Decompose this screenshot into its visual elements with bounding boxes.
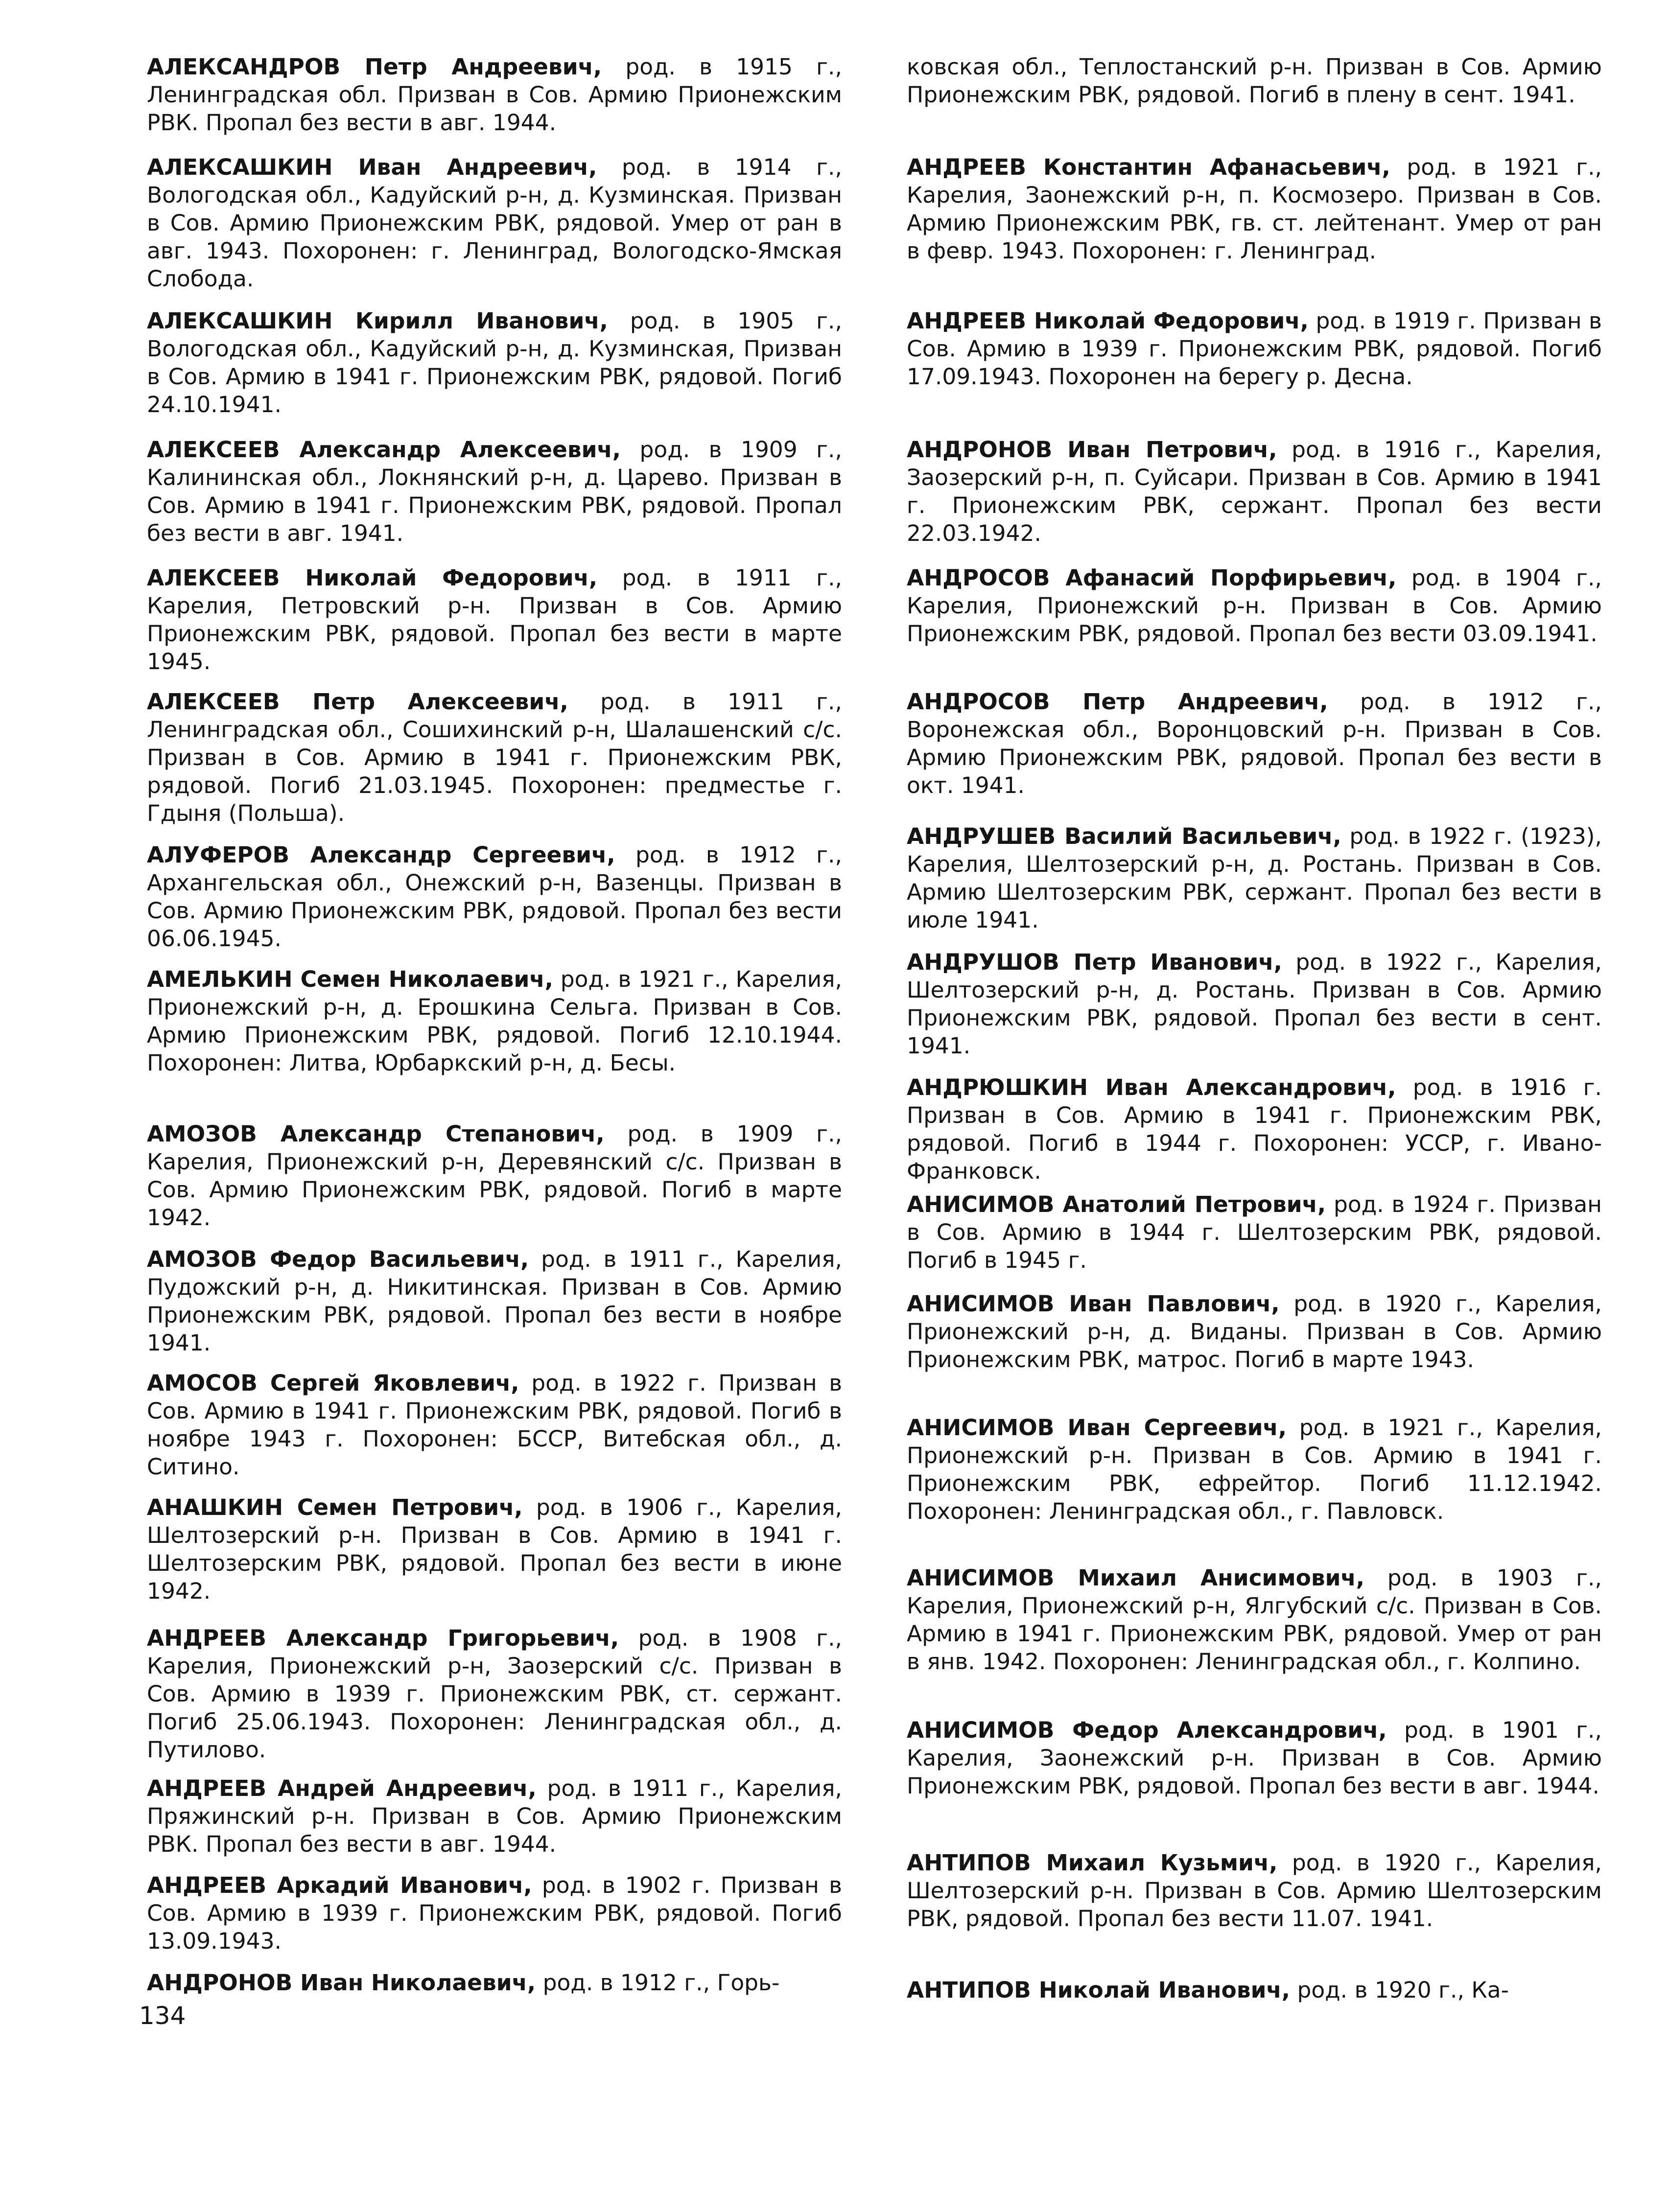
list-item xyxy=(147,436,842,547)
entry-text: род. в 1916 г., Карелия, Заозерский р-н, п. Суйсари. Призван в Сов. Армию в 1941 г. Прионежским РВК, сержант. Пропал без вести 22.03.1942. xyxy=(907,437,1602,546)
entry-name: АНДРУШОВ Петр Иванович, xyxy=(907,949,1282,975)
entry-name: АМОЗОВ Александр Степанович, xyxy=(147,1121,605,1147)
entry-name: АНИСИМОВ Федор Александрович, xyxy=(907,1717,1387,1743)
entry-name: АМОЗОВ Федор Васильевич, xyxy=(147,1246,529,1272)
list-item xyxy=(147,688,842,827)
entry-text: род. в 1912 г., Воронежская обл., Воронцовский р-н. Призван в Сов. Армию Прионежским РВК, рядовой. Пропал без вести в окт. 1941. xyxy=(907,689,1602,798)
entry-text: род. в 1924 г. Призван в Сов. Армию в 1944 г. Шелтозерским РВК, рядовой. Погиб в 1945 г. xyxy=(907,1191,1602,1273)
entry-name: АНИСИМОВ Анатолий Петрович, xyxy=(907,1191,1326,1217)
entry-name: АМЕЛЬКИН Семен Николаевич, xyxy=(147,966,553,992)
list-item xyxy=(147,153,842,293)
entry-text: род. в 1916 г. Призван в Сов. Армию в 1941 г. Прионежским РВК, рядовой. Погиб в 1944 г. Похоронен: УССР, г. Ивано-Франковск. xyxy=(907,1074,1602,1184)
list-item xyxy=(907,1073,1602,1185)
entry-name: АНДРЕЕВ Андрей Андреевич, xyxy=(147,1775,537,1801)
list-item xyxy=(147,841,842,953)
entry-name: АНИСИМОВ Иван Павлович, xyxy=(907,1291,1280,1317)
entry-name: АНИСИМОВ Иван Сергеевич, xyxy=(907,1415,1287,1441)
list-item xyxy=(147,564,842,675)
entry-name: АЛЕКСАШКИН Кирилл Иванович, xyxy=(147,308,608,334)
list-item xyxy=(147,1120,842,1232)
entry-text: род. в 1903 г., Карелия, Прионежский р-н, Ялгубский с/с. Призван в Сов. Армию в 1941 г. Прионежским РВК, рядовой. Умер от ран в янв. 1942. Похоронен: Ленинградская обл., г. Колпино. xyxy=(907,1565,1602,1675)
entry-text: род. в 1914 г., Вологодская обл., Кадуйский р-н, д. Кузминская. Призван в Сов. Армию Прионежским РВК, рядовой. Умер от ран в авг. 1943. Похоронен: г. Ленинград, Вологодско-Ямская Слобода. xyxy=(147,154,842,292)
list-item xyxy=(147,1245,842,1357)
entry-text: род. в 1920 г., Карелия, Шелтозерский р-н. Призван в Сов. Армию Шелтозерским РВК, рядовой. Пропал без вести 11.07. 1941. xyxy=(907,1850,1602,1932)
entry-name: АНДРУШЕВ Василий Васильевич, xyxy=(907,823,1341,849)
entry-text: род. в 1922 г. (1923), Карелия, Шелтозерский р-н, д. Ростань. Призван в Сов. Армию Шелтозерским РВК, сержант. Пропал без вести в июле 1941. xyxy=(907,823,1602,933)
list-item xyxy=(147,53,842,137)
list-item xyxy=(907,948,1602,1060)
entry-text: род. в 1912 г., Горь- xyxy=(542,1970,780,1996)
entry-name: АНДРЕЕВ Александр Григорьевич, xyxy=(147,1625,619,1651)
list-item xyxy=(147,307,842,419)
list-item xyxy=(147,1969,842,1997)
entry-text: род. в 1911 г., Карелия, Пряжинский р-н. Призван в Сов. Армию Прионежским РВК. Пропал без вести в авг. 1944. xyxy=(147,1775,842,1857)
entry-name: АНДРЕЕВ Николай Федорович, xyxy=(907,308,1309,334)
entry-text: род. в 1921 г., Карелия, Прионежский р-н, д. Ерошкина Сельга. Призван в Сов. Армию Прионежским РВК, рядовой. Погиб 12.10.1944. Похоронен: Литва, Юрбаркский р-н, д. Бесы. xyxy=(147,966,843,1076)
entry-name: АЛЕКСАНДРОВ Петр Андреевич, xyxy=(147,54,602,80)
entry-name: АНАШКИН Семен Петрович, xyxy=(147,1494,523,1520)
entry-name: АЛУФЕРОВ Александр Сергеевич, xyxy=(147,842,615,868)
entry-text: род. в 1911 г., Карелия, Пудожский р-н, д. Никитинская. Призван в Сов. Армию Прионежским РВК, рядовой. Пропал без вести в ноябре 1941. xyxy=(147,1246,843,1356)
entry-name: АНИСИМОВ Михаил Анисимович, xyxy=(907,1565,1365,1591)
entry-name: АНДРЕЕВ Аркадий Иванович, xyxy=(147,1872,532,1898)
entry-text: род. в 1919 г. Призван в Сов. Армию в 1939 г. Прионежским РВК, рядовой. Погиб 17.09.1943. Похоронен на берегу р. Десна. xyxy=(907,308,1602,390)
list-item xyxy=(907,436,1602,547)
entry-name: АЛЕКСЕЕВ Александр Алексеевич, xyxy=(147,437,621,463)
entry-text: род. в 1922 г., Карелия, Шелтозерский р-н, д. Ростань. Призван в Сов. Армию Прионежским РВК, рядовой. Пропал без вести в сент. 1941. xyxy=(907,949,1602,1059)
list-item xyxy=(907,53,1602,109)
list-item xyxy=(907,1414,1602,1525)
list-item xyxy=(907,1290,1602,1374)
entry-name: АНДРОСОВ Афанасий Порфирьевич, xyxy=(907,565,1397,591)
list-item xyxy=(907,564,1602,648)
entry-text: род. в 1922 г. Призван в Сов. Армию в 1941 г. Прионежским РВК, рядовой. Погиб в ноябре 1943 г. Похоронен: БССР, Витебская обл., д. Ситино. xyxy=(147,1370,843,1480)
list-item xyxy=(907,153,1602,265)
entry-text: род. в 1915 г., Ленинградская обл. Призван в Сов. Армию Прионежским РВК. Пропал без вести в авг. 1944. xyxy=(147,54,842,136)
entry-text: род. в 1912 г., Архангельская обл., Онежский р-н, Вазенцы. Призван в Сов. Армию Прионежским РВК, рядовой. Пропал без вести 06.06.1945. xyxy=(147,842,842,952)
entry-name: АНДРОНОВ Иван Петрович, xyxy=(907,437,1277,463)
list-item xyxy=(147,1774,842,1858)
entry-text: род. в 1906 г., Карелия, Шелтозерский р-н. Призван в Сов. Армию в 1941 г. Шелтозерским РВК, рядовой. Пропал без вести в июне 1942. xyxy=(147,1494,843,1604)
list-item xyxy=(907,307,1602,391)
entry-name: АНТИПОВ Николай Иванович, xyxy=(907,1977,1291,2003)
entry-name: АНДРЕЕВ Константин Афанасьевич, xyxy=(907,154,1390,180)
list-item xyxy=(907,1564,1602,1676)
entry-text: род. в 1901 г., Карелия, Заонежский р-н. Призван в Сов. Армию Прионежским РВК, рядовой. Пропал без вести в авг. 1944. xyxy=(907,1717,1602,1799)
entry-name: АЛЕКСЕЕВ Николай Федорович, xyxy=(147,565,598,591)
entry-text: род. в 1909 г., Калининская обл., Локнянский р-н, д. Царево. Призван в Сов. Армию в 1941 г. Прионежским РВК, рядовой. Пропал без вести в авг. 1941. xyxy=(147,437,842,546)
entry-text: род. в 1904 г., Карелия, Прионежский р-н. Призван в Сов. Армию Прионежским РВК, рядовой. Пропал без вести 03.09.1941. xyxy=(907,565,1602,647)
entry-name: АНДРОНОВ Иван Николаевич, xyxy=(147,1970,536,1996)
entry-text: род. в 1920 г., Карелия, Прионежский р-н, д. Виданы. Призван в Сов. Армию Прионежским РВК, матрос. Погиб в марте 1943. xyxy=(907,1291,1602,1373)
page-number: 134 xyxy=(139,2002,186,2030)
list-item xyxy=(147,1871,842,1955)
entry-text: род. в 1920 г., Ка- xyxy=(1297,1977,1509,2003)
list-item xyxy=(147,1493,842,1605)
list-item xyxy=(907,1849,1602,1933)
entry-text: род. в 1911 г., Ленинградская обл., Сошихинский р-н, Шалашенский с/с. Призван в Сов. Армию в 1941 г. Прионежским РВК, рядовой. Погиб 21.03.1945. Похоронен: предместье г. Гдыня (Польша). xyxy=(147,689,842,826)
list-item xyxy=(907,1716,1602,1800)
list-item xyxy=(907,1190,1602,1274)
entry-name: АЛЕКСАШКИН Иван Андреевич, xyxy=(147,154,597,180)
entry-text: род. в 1902 г. Призван в Сов. Армию в 1939 г. Прионежским РВК, рядовой. Погиб 13.09.1943. xyxy=(147,1872,842,1954)
list-item xyxy=(907,688,1602,799)
entry-name: АНТИПОВ Михаил Кузьмич, xyxy=(907,1850,1278,1876)
entry-name: АМОСОВ Сергей Яковлевич, xyxy=(147,1370,519,1396)
entry-text: род. в 1908 г., Карелия, Прионежский р-н, Заозерский с/с. Призван в Сов. Армию в 1939 г. Прионежским РВК, ст. сержант. Погиб 25.06.1943. Похоронен: Ленинградская обл., д. Путилово. xyxy=(147,1625,843,1763)
list-item xyxy=(147,1369,842,1481)
list-item xyxy=(907,1976,1602,2004)
entry-text: ковская обл., Теплостанский р-н. Призван в Сов. Армию Прионежским РВК, рядовой. Погиб в плену в сент. 1941. xyxy=(907,54,1602,108)
entry-text: род. в 1921 г., Карелия, Прионежский р-н. Призван в Сов. Армию в 1941 г. Прионежским РВК, ефрейтор. Погиб 11.12.1942. Похоронен: Ленинградская обл., г. Павловск. xyxy=(907,1415,1602,1524)
entry-text: род. в 1911 г., Карелия, Петровский р-н. Призван в Сов. Армию Прионежским РВК, рядовой. Пропал без вести в марте 1945. xyxy=(147,565,842,675)
list-item xyxy=(147,965,842,1077)
list-item xyxy=(147,1624,842,1764)
list-item xyxy=(907,822,1602,934)
entry-name: АЛЕКСЕЕВ Петр Алексеевич, xyxy=(147,689,568,715)
entry-text: род. в 1909 г., Карелия, Прионежский р-н, Деревянский с/с. Призван в Сов. Армию Прионежским РВК, рядовой. Погиб в марте 1942. xyxy=(147,1121,842,1231)
entry-name: АНДРЮШКИН Иван Александрович, xyxy=(907,1074,1396,1100)
entry-name: АНДРОСОВ Петр Андреевич, xyxy=(907,689,1328,715)
entry-text: род. в 1905 г., Вологодская обл., Кадуйский р-н, д. Кузминская, Призван в Сов. Армию в 1941 г. Прионежским РВК, рядовой. Погиб 24.10.1941. xyxy=(147,308,842,418)
entry-text: род. в 1921 г., Карелия, Заонежский р-н, п. Космозеро. Призван в Сов. Армию Прионежским РВК, гв. ст. лейтенант. Умер от ран в февр. 1943. Похоронен: г. Ленинград. xyxy=(907,154,1602,264)
